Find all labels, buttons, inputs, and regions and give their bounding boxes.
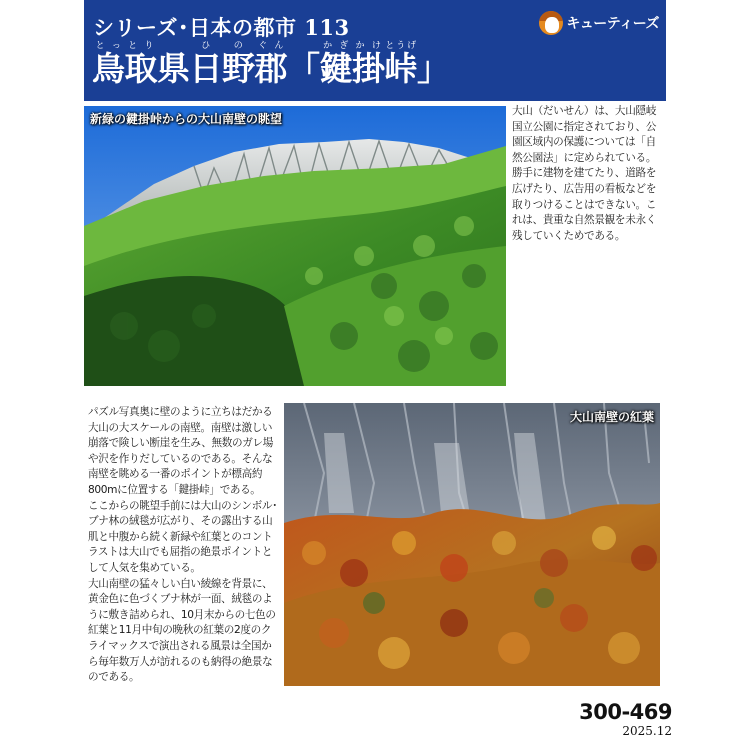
title-char: 県 bbox=[157, 49, 190, 88]
title-char: 郡ぐん bbox=[254, 41, 287, 88]
body-text bbox=[88, 405, 281, 686]
puzzle-info-page bbox=[84, 0, 672, 750]
title-char: 」 bbox=[417, 49, 450, 88]
title-char: 鳥とっ bbox=[92, 41, 125, 88]
title-char: 「 bbox=[287, 49, 320, 88]
photo-fresh-green bbox=[84, 106, 506, 386]
autumn-mountain-image bbox=[284, 403, 660, 686]
product-code: 300-469 bbox=[579, 700, 672, 724]
title-char: 掛かけ bbox=[352, 41, 385, 88]
brand-mascot-icon bbox=[539, 11, 563, 35]
fresh-green-mountain-image bbox=[84, 106, 506, 386]
brand-logo-group bbox=[539, 11, 659, 35]
intro-paragraph: 大山（だいせん）は、大山隠岐国立公園に指定されており、公園区域内の保護については「自然公園法」に定められている。 bbox=[512, 105, 657, 164]
title-text bbox=[92, 40, 450, 90]
intro-text bbox=[512, 104, 666, 244]
title-char: 鍵かぎ bbox=[319, 41, 352, 88]
issue-date: 2025.12 bbox=[622, 724, 672, 738]
brand-name: キューティーズ bbox=[566, 16, 659, 32]
body-paragraph: パズル写真奥に壁のように立ちはだかる大山の大スケールの南壁。南壁は激しい崩落で険しい断崖を生み、無数のガレ場や沢を作りだしているのである。そんな南壁を眺める一番のポイントが標高約800mに位置する「鍵掛峠」である。 bbox=[88, 406, 274, 496]
photo2-caption: 大山南壁の紅葉 bbox=[569, 410, 654, 424]
series-title: シリーズ･日本の都市 113 bbox=[93, 15, 350, 40]
title-char: 野の bbox=[222, 41, 255, 88]
header-band bbox=[84, 0, 666, 101]
photo-autumn-foliage bbox=[284, 403, 660, 686]
page-title bbox=[92, 40, 450, 90]
intro-paragraph: 勝手に建物を建てたり、道路を広げたり、広告用の看板などを取りつけることはできない。これは、貴重な自然景観を未永く残していくためである。 bbox=[512, 167, 657, 242]
title-char: 日ひ bbox=[189, 41, 222, 88]
body-paragraph: 大山南壁の猛々しい白い綾線を背景に、黄金色に色づくブナ林が一面、絨毯のように敷き詰められ、10月末からの七色の紅葉と11月中旬の晩秋の紅葉の2度のクライマックスで演出される風景は全国から毎年数万人が訪れるのも納得の絶景なのである。 bbox=[88, 577, 276, 684]
photo1-caption: 新緑の鍵掛峠からの大山南壁の眺望 bbox=[90, 112, 283, 126]
body-paragraph: ここからの眺望手前には大山のシンボル･ブナ林の絨毯が広がり、その露出する山肌と中腹から続く新緑や紅葉とのコントラストは大山でも屈指の絶景ポイントとして人気を集めている。 bbox=[88, 499, 278, 574]
title-char: 取とり bbox=[124, 41, 157, 88]
title-char: 峠とうげ bbox=[384, 41, 417, 88]
